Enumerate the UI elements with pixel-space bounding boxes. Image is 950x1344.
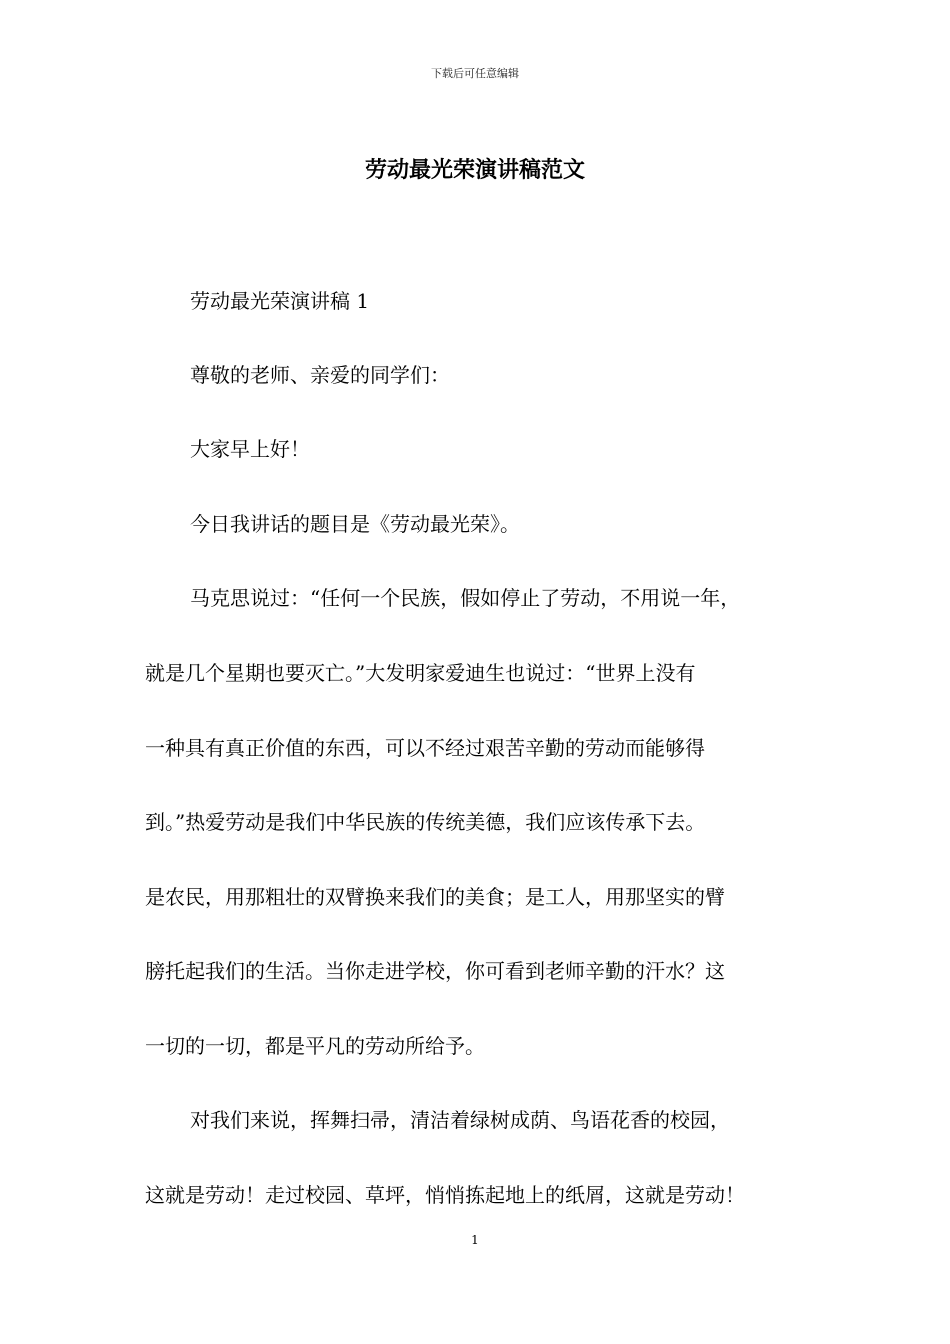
paragraph-line: 马克思说过：“任何一个民族，假如停止了劳动，不用说一年， (190, 586, 741, 610)
page-number: 1 (471, 1233, 479, 1247)
paragraph-line: 一切的一切，都是平凡的劳动所给予。 (145, 1034, 485, 1058)
section-heading: 劳动最光荣演讲稿 1 (190, 289, 370, 313)
document-title: 劳动最光荣演讲稿范文 (364, 157, 585, 183)
paragraph-line: 到。”热爱劳动是我们中华民族的传统美德，我们应该传承下去。 (145, 810, 706, 834)
greeting: 大家早上好！ (190, 437, 310, 461)
topic-line: 今日我讲话的题目是《劳动最光荣》。 (190, 512, 520, 536)
salutation: 尊敬的老师、亲爱的同学们： (190, 363, 450, 387)
header-note: 下载后可任意编辑 (431, 67, 519, 80)
paragraph-line: 就是几个星期也要灭亡。”大发明家爱迪生也说过：“世界上没有 (145, 661, 696, 685)
paragraph-line: 膀托起我们的生活。当你走进学校，你可看到老师辛勤的汗水？这 (145, 959, 725, 983)
paragraph-line: 对我们来说，挥舞扫帚，清洁着绿树成荫、鸟语花香的校园， (190, 1108, 730, 1132)
paragraph-line: 一种具有真正价值的东西，可以不经过艰苦辛勤的劳动而能够得 (145, 736, 705, 760)
paragraph-line: 这就是劳动！走过校园、草坪，悄悄拣起地上的纸屑，这就是劳动！ (145, 1183, 745, 1207)
paragraph-line: 是农民，用那粗壮的双臂换来我们的美食；是工人，用那坚实的臂 (145, 885, 725, 909)
